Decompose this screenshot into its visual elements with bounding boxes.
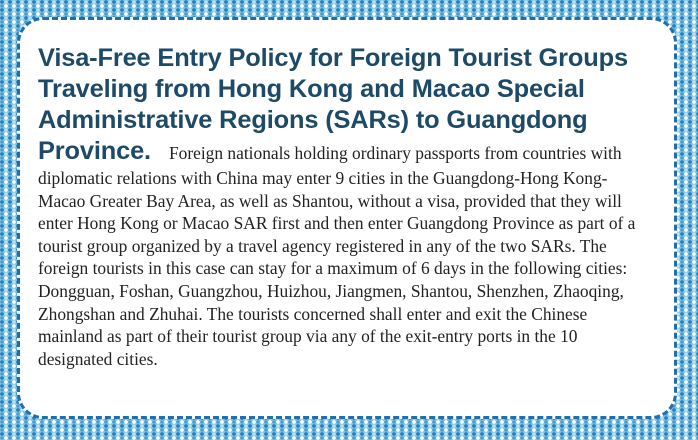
notice-title: Visa-Free Entry Policy for Foreign Tourist Groups Traveling from Hong Kong and Macao Special Administrative Regions (SARs) to Guangdong Province. [38, 44, 628, 165]
notice-body: Foreign nationals holding ordinary passports from countries with diplomatic relations with China may enter 9 cities in the Guangdong-Hong Kong-Macao Greater Bay Area, as well as Shantou, without a visa, provided that they will enter Hong Kong or Macao SAR first and then enter Guangdong Province as part of a tourist group organized by a travel agency registered in any of the two SARs. The foreign tourists in this case can stay for a maximum of 6 days in the following cities: Dongguan, Foshan, Guangzhou, Huizhou, Jiangmen, Shantou, Shenzhen, Zhaoqing, Zhongshan and Zhuhai. The tourists concerned shall enter and exit the Chinese mainland as part of their tourist group via any of the exit-entry ports in the 10 designated cities. [38, 143, 636, 369]
notice-card [17, 17, 677, 419]
notice-content [38, 43, 652, 370]
